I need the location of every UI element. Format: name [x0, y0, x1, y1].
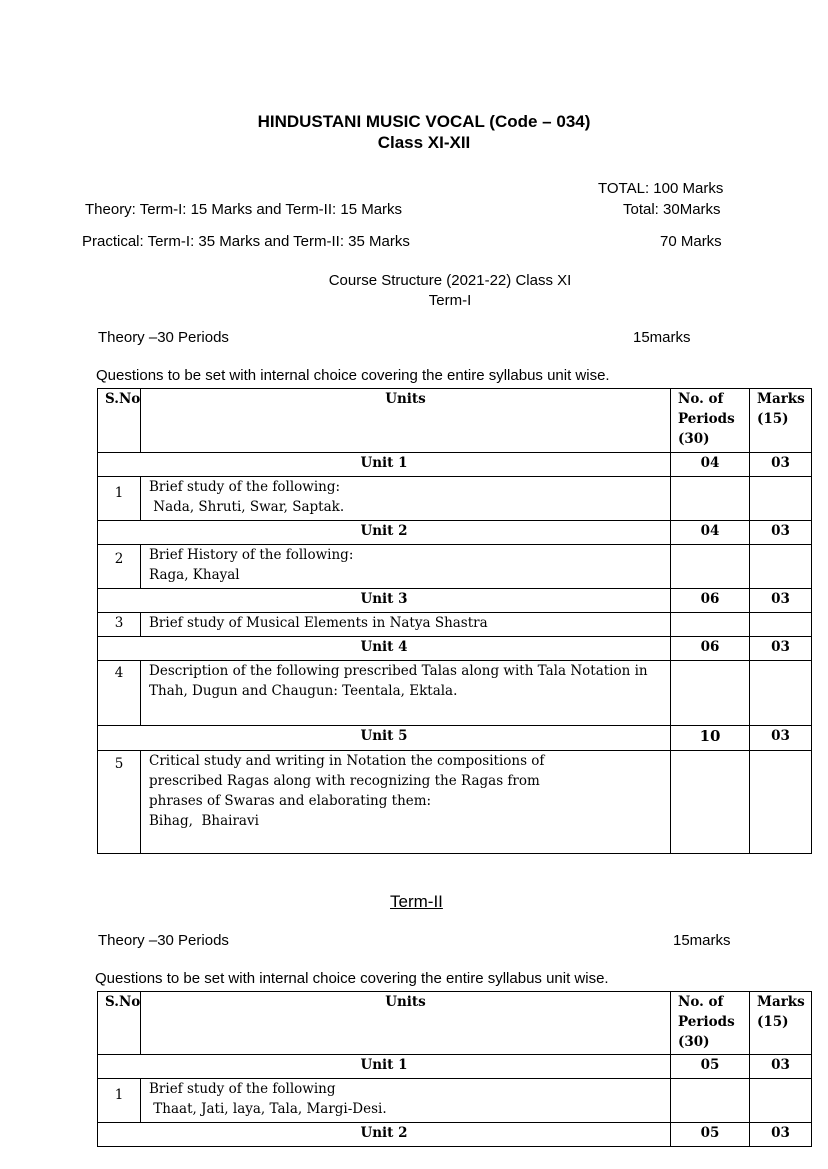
row-description — [141, 477, 671, 521]
term2-heading: Term-II — [390, 892, 443, 911]
description-line: phrases of Swaras and elaborating them: — [149, 793, 432, 809]
description-line: Brief study of the following — [149, 1081, 336, 1097]
row-sno: 5 — [98, 751, 141, 854]
periods-header-line: Periods — [678, 1014, 735, 1030]
periods-header-line: (30) — [678, 431, 710, 447]
unit-name: Unit 1 — [98, 453, 671, 477]
marks-header — [750, 389, 812, 453]
row-description — [141, 613, 671, 637]
theory-total: Total: 30Marks — [623, 201, 721, 218]
marks-header-line: (15) — [757, 1014, 789, 1030]
unit-periods: 05 — [671, 1055, 750, 1079]
term2-theory-periods: Theory –30 Periods — [98, 932, 229, 949]
table-row — [98, 613, 812, 637]
table-row — [98, 1079, 812, 1123]
unit-row — [98, 637, 812, 661]
description-line: Raga, Khayal — [149, 567, 240, 583]
term1-theory-periods: Theory –30 Periods — [98, 329, 229, 346]
empty-cell — [671, 477, 750, 521]
unit-name: Unit 1 — [98, 1055, 671, 1079]
term1-note: Questions to be set with internal choice covering the entire syllabus unit wise. — [96, 367, 610, 384]
table-row — [98, 545, 812, 589]
unit-name: Unit 2 — [98, 521, 671, 545]
row-sno: 2 — [98, 545, 141, 589]
empty-cell — [671, 613, 750, 637]
unit-marks: 03 — [750, 1123, 812, 1147]
sno-header: S.No — [98, 389, 141, 453]
unit-name: Unit 4 — [98, 637, 671, 661]
unit-periods: 05 — [671, 1123, 750, 1147]
marks-header — [750, 992, 812, 1055]
description-line: Thah, Dugun and Chaugun: Teentala, Ektala. — [149, 683, 458, 699]
description-line: Thaat, Jati, laya, Tala, Margi-Desi. — [149, 1101, 387, 1117]
row-sno: 4 — [98, 661, 141, 726]
empty-cell — [671, 661, 750, 726]
marks-header-line: Marks — [757, 994, 805, 1010]
empty-cell — [671, 1079, 750, 1123]
unit-marks: 03 — [750, 453, 812, 477]
empty-cell — [750, 477, 812, 521]
empty-cell — [750, 661, 812, 726]
unit-periods: 06 — [671, 589, 750, 613]
unit-name: Unit 2 — [98, 1123, 671, 1147]
unit-marks: 03 — [750, 726, 812, 751]
unit-row — [98, 1055, 812, 1079]
units-header: Units — [141, 389, 671, 453]
description-line: Bihag, Bhairavi — [149, 813, 259, 829]
term1-label: Term-I — [428, 292, 472, 309]
empty-cell — [750, 1079, 812, 1123]
row-sno: 3 — [98, 613, 141, 637]
row-description — [141, 545, 671, 589]
row-description — [141, 661, 671, 726]
unit-marks: 03 — [750, 521, 812, 545]
unit-marks: 03 — [750, 1055, 812, 1079]
unit-periods: 10 — [671, 726, 750, 751]
empty-cell — [750, 751, 812, 854]
unit-name: Unit 3 — [98, 589, 671, 613]
term1-units-table — [97, 388, 812, 854]
periods-header-line: No. of — [678, 391, 724, 407]
document-title: HINDUSTANI MUSIC VOCAL (Code – 034) — [257, 112, 591, 131]
unit-periods: 06 — [671, 637, 750, 661]
empty-cell — [671, 751, 750, 854]
unit-row — [98, 1123, 812, 1147]
total-marks: TOTAL: 100 Marks — [598, 180, 724, 197]
theory-marks-line: Theory: Term-I: 15 Marks and Term-II: 15 Marks — [85, 201, 403, 218]
table-row — [98, 751, 812, 854]
practical-marks-line: Practical: Term-I: 35 Marks and Term-II: 35 Marks — [82, 233, 410, 250]
description-line: Critical study and writing in Notation the compositions of — [149, 753, 545, 769]
term2-note: Questions to be set with internal choice covering the entire syllabus unit wise. — [95, 970, 609, 987]
term2-units-table — [97, 991, 812, 1147]
course-structure-title: Course Structure (2021-22) Class XI — [328, 272, 572, 289]
class-label: Class XI-XII — [377, 133, 471, 152]
row-description — [141, 1079, 671, 1123]
description-line: Brief History of the following: — [149, 547, 354, 563]
sno-header: S.No — [98, 992, 141, 1055]
unit-marks: 03 — [750, 637, 812, 661]
unit-row — [98, 521, 812, 545]
periods-header-line: Periods — [678, 411, 735, 427]
row-sno: 1 — [98, 1079, 141, 1123]
units-header: Units — [141, 992, 671, 1055]
unit-periods: 04 — [671, 453, 750, 477]
description-line: Description of the following prescribed Talas along with Tala Notation in — [149, 663, 648, 679]
description-line: Brief study of the following: — [149, 479, 341, 495]
description-line: Nada, Shruti, Swar, Saptak. — [149, 499, 345, 515]
table-row — [98, 477, 812, 521]
unit-row — [98, 726, 812, 751]
unit-marks: 03 — [750, 589, 812, 613]
marks-header-line: (15) — [757, 411, 789, 427]
description-line: prescribed Ragas along with recognizing the Ragas from — [149, 773, 540, 789]
term1-marks: 15marks — [633, 329, 691, 346]
term2-marks: 15marks — [673, 932, 731, 949]
unit-row — [98, 589, 812, 613]
periods-header — [671, 389, 750, 453]
empty-cell — [671, 545, 750, 589]
marks-header-line: Marks — [757, 391, 805, 407]
practical-total: 70 Marks — [660, 233, 722, 250]
description-line: Brief study of Musical Elements in Natya Shastra — [149, 615, 488, 631]
empty-cell — [750, 545, 812, 589]
periods-header — [671, 992, 750, 1055]
unit-row — [98, 453, 812, 477]
unit-name: Unit 5 — [98, 726, 671, 751]
row-sno: 1 — [98, 477, 141, 521]
table-header-row — [98, 992, 812, 1055]
periods-header-line: (30) — [678, 1034, 710, 1050]
table-row — [98, 661, 812, 726]
row-description — [141, 751, 671, 854]
unit-periods: 04 — [671, 521, 750, 545]
table-header-row — [98, 389, 812, 453]
empty-cell — [750, 613, 812, 637]
periods-header-line: No. of — [678, 994, 724, 1010]
